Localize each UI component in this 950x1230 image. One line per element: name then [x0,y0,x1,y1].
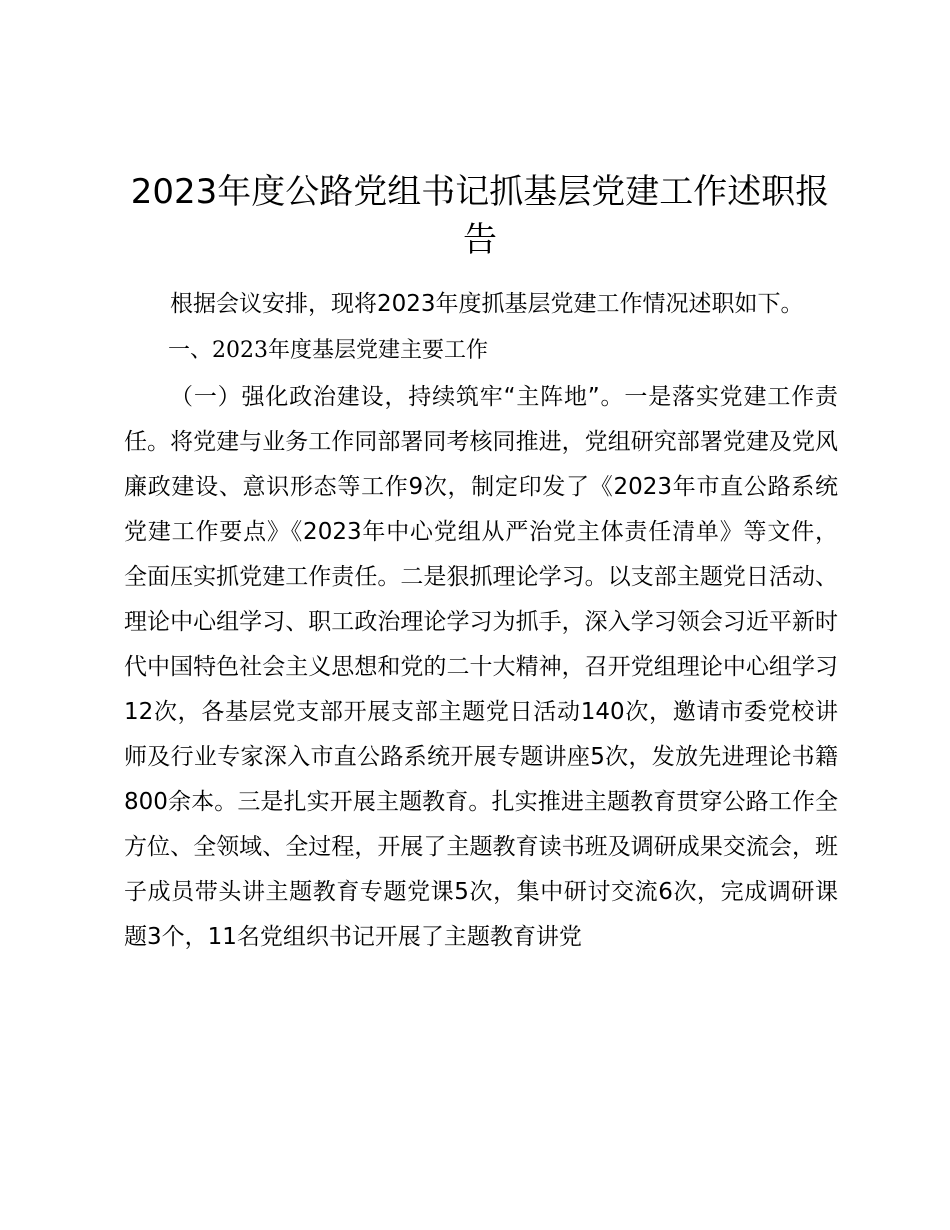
section-heading: 一、2023年度基层党建主要工作 [168,338,488,363]
document-body [124,282,838,960]
document-title: 2023年度公路党组书记抓基层党建工作述职报告 [130,172,830,260]
body-paragraph: （一）强化政治建设，持续筑牢“主阵地”。一是落实党建工作责任。将党建与业务工作同部署同考核同推进，党组研究部署党建及党风廉政建设、意识形态等工作9次，制定印发了《2023年市直公路系统党建工作要点》《2023年中心党组从严治党主体责任清单》等文件，全面压实抓党建工作责任。二是狠抓理论学习。以支部主题党日活动、理论中心组学习、职工政治理论学习为抓手，深入学习领会习近平新时代中国特色社会主义思想和党的二十大精神，召开党组理论中心组学习12次，各基层党支部开展支部主题党日活动140次，邀请市委党校讲师及行业专家深入市直公路系统开展专题讲座5次，发放先进理论书籍800余本。三是扎实开展主题教育。扎实推进主题教育贯穿公路工作全方位、全领域、全过程，开展了主题教育读书班及调研成果交流会，班子成员带头讲主题教育专题党课5次，集中研讨交流6次，完成调研课题3个，11名党组织书记开展了主题教育讲党 [124,384,838,950]
intro-paragraph: 根据会议安排，现将2023年度抓基层党建工作情况述职如下。 [170,291,804,317]
